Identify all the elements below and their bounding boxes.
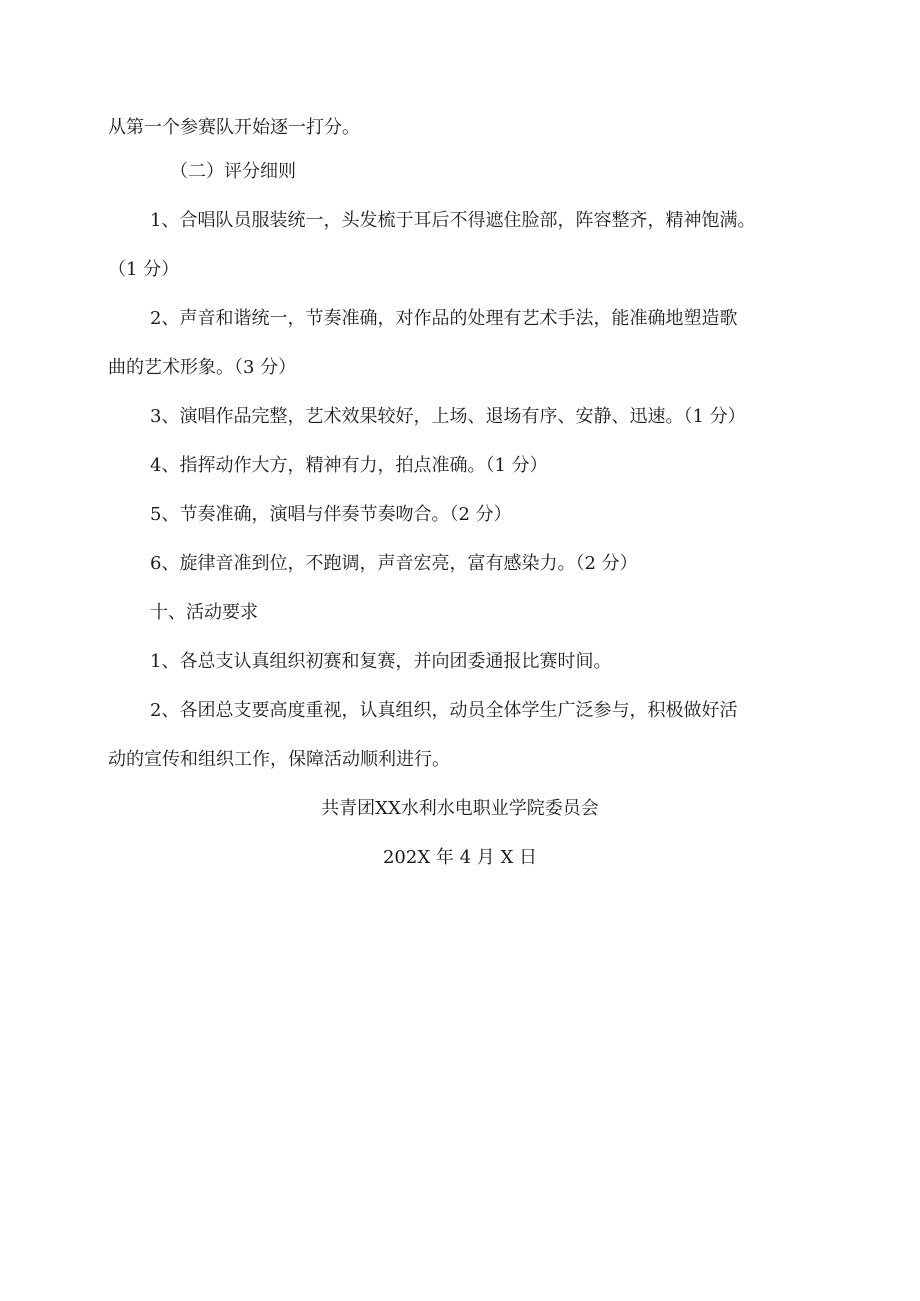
requirement-item-1: 1、各总支认真组织初赛和复赛，并向团委通报比赛时间。 xyxy=(150,651,612,672)
scoring-item-1: 1、合唱队员服装统一，头发梳于耳后不得遮住脸部，阵容整齐，精神饱满。 xyxy=(150,210,756,231)
signature-organization: 共青团XX水利水电职业学院委员会 xyxy=(321,798,599,819)
scoring-item-6: 6、旋律音准到位，不跑调，声音宏亮，富有感染力。（2 分） xyxy=(150,553,638,574)
requirement-item-2-continued: 动的宣传和组织工作，保障活动顺利进行。 xyxy=(108,749,450,770)
section-heading-scoring-rules: （二）评分细则 xyxy=(170,161,296,182)
scoring-item-4: 4、指挥动作大方，精神有力，拍点准确。（1 分） xyxy=(150,455,548,476)
scoring-item-2: 2、声音和谐统一，节奏准确，对作品的处理有艺术手法，能准确地塑造歌 xyxy=(150,308,738,329)
scoring-item-5: 5、节奏准确，演唱与伴奏节奏吻合。（2 分） xyxy=(150,504,512,525)
signature-date: 202X 年 4 月 X 日 xyxy=(382,847,538,868)
scoring-item-1-points: （1 分） xyxy=(108,259,180,280)
requirement-item-2: 2、各团总支要高度重视，认真组织，动员全体学生广泛参与，积极做好活 xyxy=(150,700,738,721)
text-line: 从第一个参赛队开始逐一打分。 xyxy=(108,117,360,138)
section-heading-activity-requirements: 十、活动要求 xyxy=(150,602,258,623)
scoring-item-3: 3、演唱作品完整，艺术效果较好，上场、退场有序、安静、迅速。（1 分） xyxy=(150,406,746,427)
scoring-item-2-continued: 曲的艺术形象。（3 分） xyxy=(108,357,297,378)
